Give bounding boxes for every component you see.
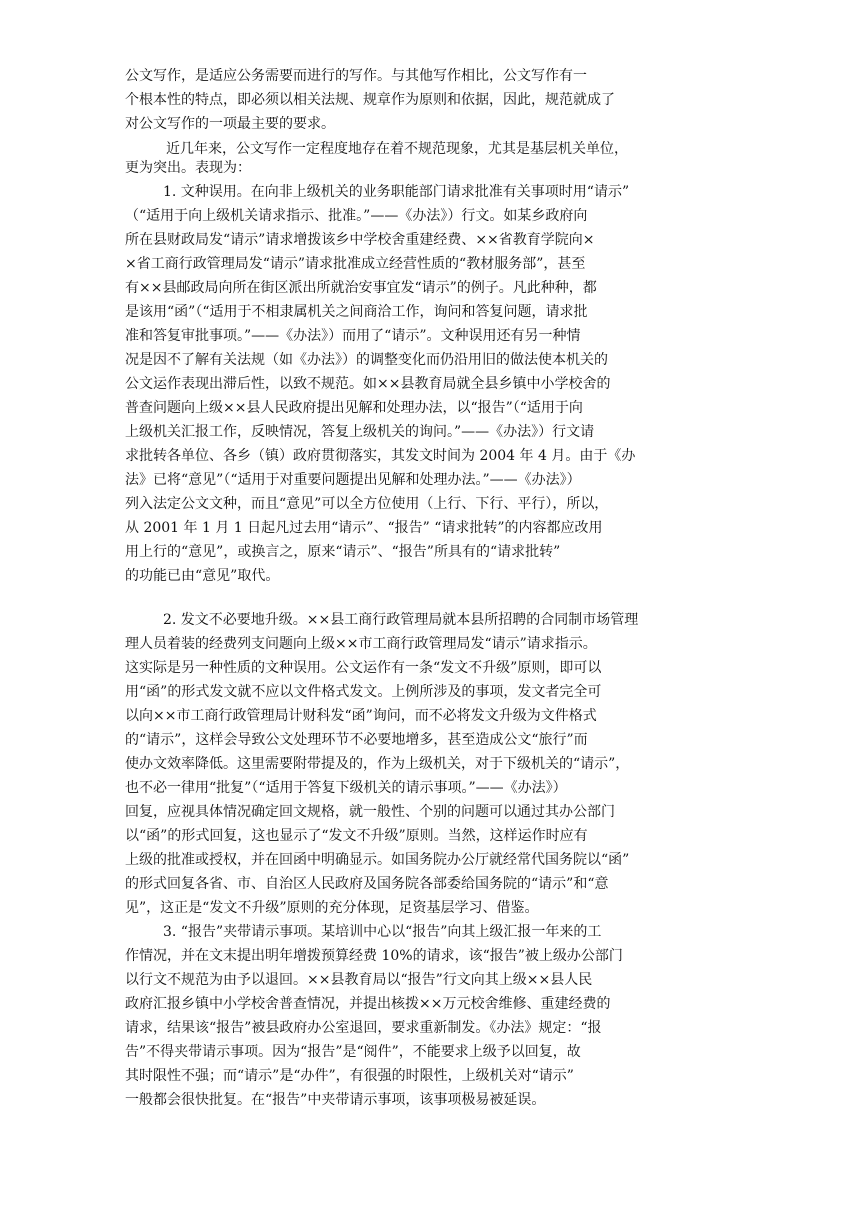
text-line: 一般都会很快批复。在“报告”中夹带请示事项，该事项极易被延误。 [125,1092,546,1108]
text-line: 作情况，并在文末提出明年增拨预算经费 10%的请求，该“报告”被上级办公部门 [125,948,623,964]
text-line: 的形式回复各省、市、自治区人民政府及国务院各部委给国务院的“请示”和“意 [125,876,609,892]
text-line: ×省工商行政管理局发“请示”请求批准成立经营性质的“教材服务部”，甚至 [125,256,586,272]
text-line: 请求，结果该“报告”被县政府办公室退回，要求重新制发。《办法》规定：“报 [125,1020,602,1036]
text-line: 以行文不规范为由予以退回。××县教育局以“报告”行文向其上级××县人民 [125,972,593,988]
text-line: 公文写作，是适应公务需要而进行的写作。与其他写作相比，公文写作有一 [125,68,587,84]
text-line: 法》已将“意见”（“适用于对重要问题提出见解和处理办法。”——《办法》） [125,472,581,488]
text-line: 公文运作表现出滞后性，以致不规范。如××县教育局就全县乡镇中小学校舍的 [125,376,611,392]
text-line: 用“函”的形式发文就不应以文件格式发文。上例所涉及的事项，发文者完全可 [125,684,602,700]
text-line: 1. 文种误用。在向非上级机关的业务职能部门请求批准有关事项时用“请示” [163,184,630,200]
text-line: 用上行的“意见”，或换言之，原来“请示”、“报告”所具有的“请求批转” [125,544,561,560]
text-line: 以“函”的形式回复，这也显示了“发文不升级”原则。当然，这样运作时应有 [125,828,588,844]
text-line: 准和答复审批事项。”——《办法》）而用了“请示”。文种误用还有另一种情 [125,328,581,344]
text-line: 理人员着装的经费列支问题向上级××市工商行政管理局发“请示”请求指示。 [125,636,597,652]
text-line: 有××县邮政局向所在街区派出所就治安事宜发“请示”的例子。凡此种种，都 [125,280,597,296]
text-line: 2. 发文不必要地升级。××县工商行政管理局就本县所招聘的合同制市场管理 [163,612,639,628]
text-line: 上级的批准或授权，并在回函中明确显示。如国务院办公厅就经常代国务院以“函” [125,852,630,868]
text-line: 是该用“函”（“适用于不相隶属机关之间商洽工作，询问和答复问题，请求批 [125,304,588,320]
text-line: 见”，这正是“发文不升级”原则的充分体现，足资基层学习、借鉴。 [125,900,539,916]
text-line: 以向××市工商行政管理局计财科发“函”询问，而不必将发文升级为文件格式 [125,708,597,724]
text-line: 3. “报告”夹带请示事项。某培训中心以“报告”向其上级汇报一年来的工 [163,924,602,940]
text-line: 更为突出。表现为： [125,160,251,176]
text-line: 这实际是另一种性质的文种误用。公文运作有一条“发文不升级”原则，即可以 [125,660,602,676]
text-line: 回复，应视具体情况确定回文规格，就一般性、个别的问题可以通过其办公部门 [125,804,615,820]
text-line: 普查问题向上级××县人民政府提出见解和处理办法，以“报告”（“适用于向 [125,400,583,416]
text-line: 告”不得夹带请示事项。因为“报告”是“阅件”，不能要求上级予以回复，故 [125,1044,581,1060]
text-line: 也不必一律用“批复”（“适用于答复下级机关的请示事项。”——《办法》） [125,780,567,796]
text-line: 的功能已由“意见”取代。 [125,568,280,584]
text-line: （“适用于向上级机关请求指示、批准。”——《办法》）行文。如某乡政府向 [125,208,588,224]
text-line: 近几年来，公文写作一定程度地存在着不规范现象，尤其是基层机关单位， [166,141,628,157]
text-line: 上级机关汇报工作，反映情况，答复上级机关的询问。”——《办法》）行文请 [125,424,595,440]
text-line: 求批转各单位、各乡（镇）政府贯彻落实，其发文时间为 2004 年 4 月。由于《办 [125,448,636,464]
text-line: 使办文效率降低。这里需要附带提及的，作为上级机关，对于下级机关的“请示”， [125,756,630,772]
text-line: 所在县财政局发“请示”请求增拨该乡中学校舍重建经费、××省教育学院向× [125,232,595,248]
text-line: 从 2001 年 1 月 1 日起凡过去用“请示”、“报告” “请求批转”的内容都应改用 [125,520,603,536]
text-line: 政府汇报乡镇中小学校舍普查情况，并提出核拨××万元校舍维修、重建经费的 [125,996,611,1012]
text-line: 其时限性不强；而“请示”是“办件”，有很强的时限性，上级机关对“请示” [125,1068,574,1084]
text-line: 的“请示”，这样会导致公文处理环节不必要地增多，甚至造成公文“旅行”而 [125,732,588,748]
text-line: 个根本性的特点，即必须以相关法规、规章作为原则和依据，因此，规范就成了 [125,92,615,108]
text-line: 况是因不了解有关法规（如《办法》）的调整变化而仍沿用旧的做法使本机关的 [125,352,608,368]
text-line: 对公文写作的一项最主要的要求。 [125,116,335,132]
text-line: 列入法定公文文种，而且“意见”可以全方位使用（上行、下行、平行），所以， [125,496,609,512]
